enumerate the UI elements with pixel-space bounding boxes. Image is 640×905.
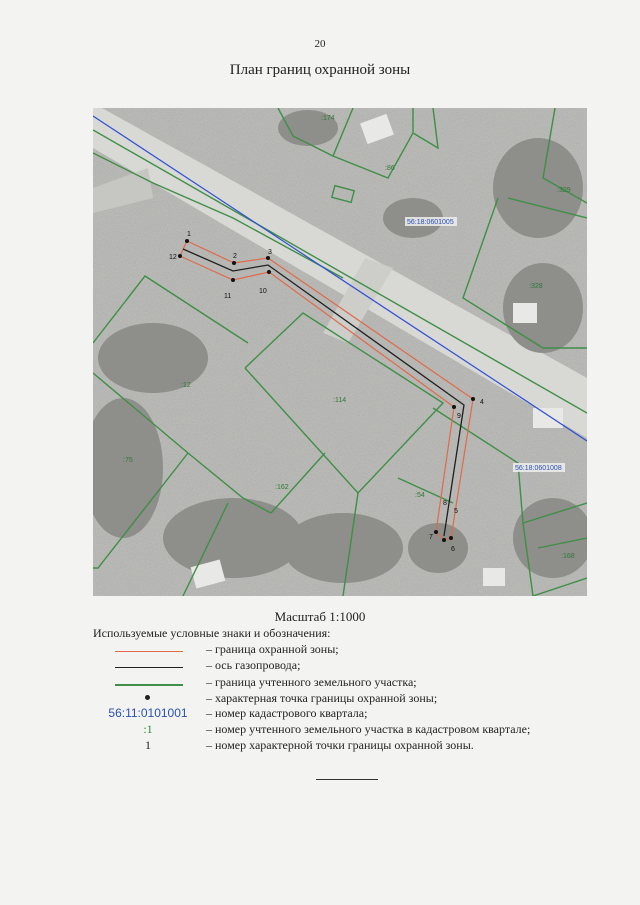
legend-item-point-number [93,738,593,754]
parcel-label-174: :174 [321,115,335,122]
point-label-12: 12 [169,254,177,261]
legend-symbol-point-number: 1 [145,738,151,752]
page-number: 20 [314,38,326,50]
legend-item-parcel-boundary [93,675,593,691]
map-scale: Масштаб 1:1000 [274,609,366,624]
point-label-3: 3 [268,249,272,256]
legend-symbol-orange-line [115,651,183,652]
protection-zone-map [93,108,587,596]
legend-text: – граница охранной зоны; [206,642,339,656]
point-label-11: 11 [224,293,232,300]
closing-divider [316,779,378,780]
parcel-label-75: :75 [123,457,133,464]
legend-title: Используемые условные знаки и обозначения: [93,626,331,640]
point-label-5: 5 [454,508,458,515]
point-label-8: 8 [443,500,447,507]
parcel-label-162: :162 [275,484,289,491]
parcel-label-329: :329 [557,187,571,194]
legend-text: – номер кадастрового квартала; [206,706,368,720]
point-label-2: 2 [233,253,237,260]
map-canvas [93,108,587,596]
point-label-4: 4 [480,399,484,406]
quarter-label-0601005: 56:18:0601005 [407,219,454,226]
legend-text: – номер учтенного земельного участка в кадастровом квартале; [206,722,531,736]
parcel-label-168: :168 [561,553,575,560]
parcel-label-86: :86 [385,165,395,172]
legend-text: – номер характерной точки границы охранной зоны. [206,738,474,752]
legend-symbol-black-line [115,667,183,668]
point-label-7: 7 [429,534,433,541]
legend-symbol-green-line [115,684,183,686]
legend-symbol-point [145,695,150,700]
legend-symbol-parcel-number: :1 [143,722,153,736]
legend-text: – граница учтенного земельного участка; [206,675,417,689]
legend-item-protection-zone [93,642,593,658]
parcel-label-54: :54 [415,492,425,499]
page-title: План границ охранной зоны [229,62,411,78]
legend-item-characteristic-point [93,691,593,707]
point-label-1: 1 [187,231,191,238]
legend-item-parcel-number [93,722,593,738]
parcel-label-114: :114 [333,397,347,404]
point-label-6: 6 [451,546,455,553]
quarter-label-0601008: 56:18:0601008 [515,465,562,472]
point-label-9: 9 [457,413,461,420]
legend-item-pipeline-axis [93,658,593,674]
parcel-label-12: :12 [181,382,191,389]
legend-symbol-cadastral-number: 56:11:0101001 [108,706,188,720]
legend-text: – характерная точка границы охранной зоны; [206,691,438,705]
point-label-10: 10 [259,288,267,295]
legend-item-cadastral-quarter [93,706,593,722]
parcel-label-328: :328 [529,283,543,290]
legend-text: – ось газопровода; [206,658,301,672]
